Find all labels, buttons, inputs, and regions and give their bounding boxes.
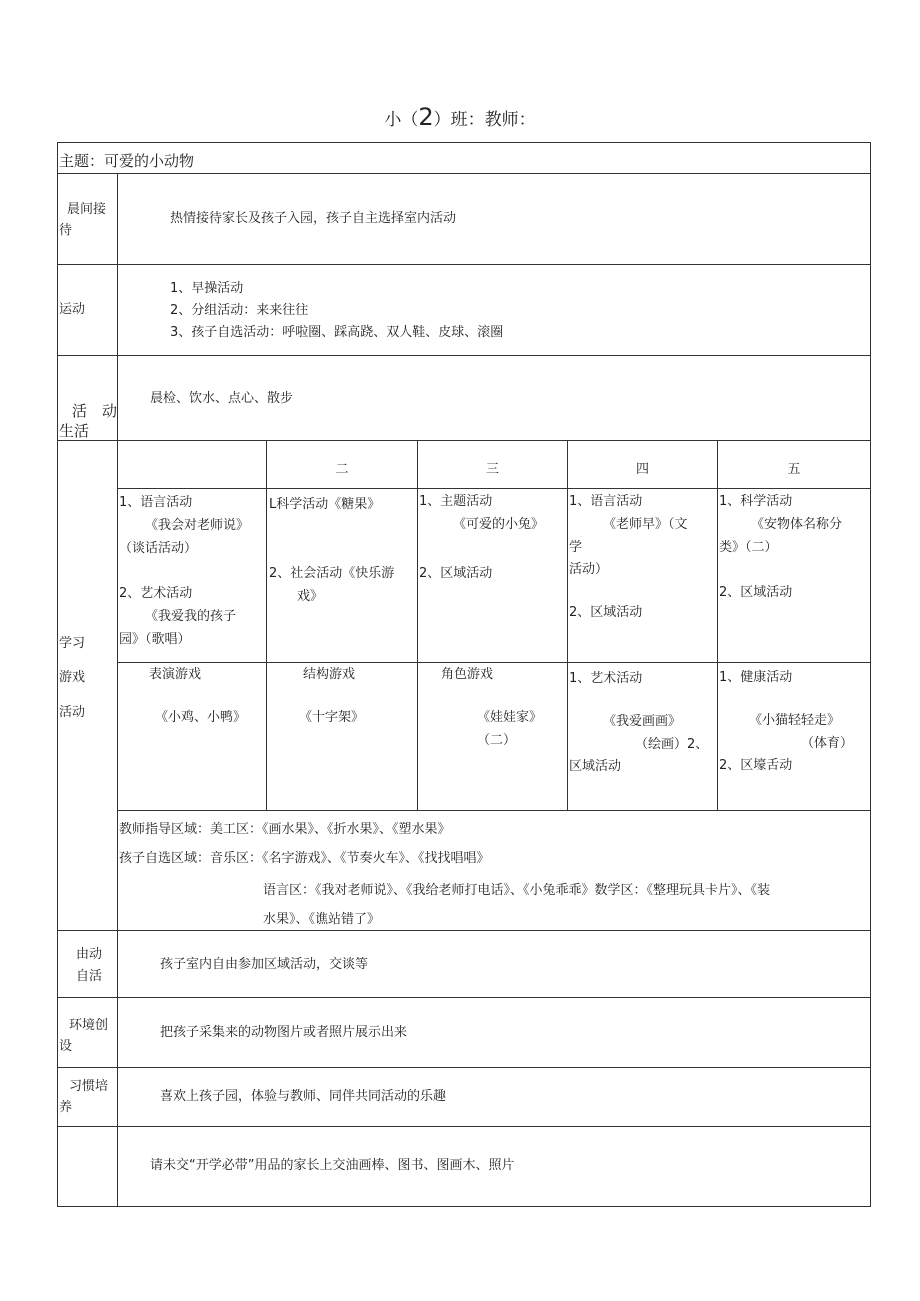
exercise-item: 3、孩子自选活动：呼啦圈、踩高跷、双人鞋、皮球、滚圈 [170, 325, 504, 340]
day-header: 五 [787, 462, 801, 477]
am-activity-cell: 1、语言活动 《我会对老师说》 （谈话活动） 2、艺术活动 《我爱我的孩子 园》（歌唱） [119, 495, 250, 647]
row-divider [57, 930, 871, 931]
pm-game-cell: 表演游戏 《小鸡、小鸭》 [149, 667, 247, 725]
day-column-divider [567, 440, 568, 811]
pm-game-cell: 1、健康活动 《小猫轻轻走》 （体育） 2、区壕舌动 [719, 670, 854, 774]
reception-content: 热情接待家长及孩子入园，孩子自主选择室内活动 [170, 211, 457, 226]
life-label: 生活 [59, 422, 90, 440]
subgrid-divider [117, 810, 871, 811]
learning-label: 学习 [59, 636, 86, 651]
table-border-right [870, 142, 871, 1207]
row-divider [57, 355, 871, 356]
day-header: 四 [635, 462, 649, 477]
free-activity-label: 由动 [76, 947, 103, 962]
day-header: 三 [485, 462, 499, 477]
am-activity-cell: 1、科学活动 《安物体名称分 类》（二） 2、区域活动 [719, 494, 843, 601]
learning-label: 活动 [59, 705, 86, 720]
am-activity-cell: 1、语言活动 《老师早》（文 学 活动） 2、区域活动 [569, 494, 688, 620]
row-divider [57, 1067, 871, 1068]
exercise-label: 运动 [59, 302, 86, 317]
life-label: 活 动 [72, 402, 118, 420]
table-border-left [57, 142, 58, 1207]
free-activity-label: 自活 [76, 969, 103, 984]
exercise-item: 1、早操活动 [170, 281, 244, 296]
theme-label: 主题：可爱的小动物 [59, 152, 195, 170]
page-title: 小（2）班：教师： [384, 103, 536, 131]
reception-label: 晨间接待 [59, 202, 107, 238]
day-column-divider [717, 440, 718, 811]
table-border-bottom [57, 1206, 871, 1207]
learning-label: 游戏 [59, 670, 86, 685]
area-activities-line: 语言区：《我对老师说》、《我给老师打电话》、《小兔乖乖》数学区：《整理玩具卡片》、《装 [263, 883, 771, 898]
area-activities-line: 教师指导区域：美工区：《画水果》、《折水果》、《塑水果》 [119, 822, 451, 837]
day-header: 二 [335, 462, 349, 477]
pm-game-cell: 1、艺术活动 《我爱画画》 （绘画）2、 区域活动 [569, 671, 709, 775]
row-divider [57, 997, 871, 998]
parent-notice: 请未交“开学必带”用品的家长上交油画棒、图书、图画木、照片 [150, 1158, 515, 1173]
am-activity-cell: 1、主题活动 《可爱的小兔》 2、区域活动 [419, 494, 545, 581]
environment-content: 把孩子采集来的动物图片或者照片展示出来 [160, 1025, 408, 1040]
environment-label: 环境创设 [59, 1018, 109, 1054]
row-divider [57, 173, 871, 174]
free-activity-content: 孩子室内自由参加区域活动，交谈等 [160, 957, 369, 972]
subgrid-divider [117, 488, 871, 489]
subgrid-divider [117, 662, 871, 663]
row-divider [57, 264, 871, 265]
am-activity-cell: L科学活动《糖果》 2、社会活动《快乐游 戏》 [269, 497, 395, 604]
day-column-divider [266, 440, 267, 811]
habits-content: 喜欢上孩子园，体验与教师、同伴共同活动的乐趣 [160, 1089, 447, 1104]
life-content: 晨检、饮水、点心、散步 [150, 391, 294, 406]
habits-label: 习惯培养 [59, 1079, 109, 1115]
area-activities-line: 孩子自选区域：音乐区：《名字游戏》、《节奏火车》、《找找唱唱》 [119, 851, 490, 866]
label-column-divider [117, 173, 118, 1207]
pm-game-cell: 角色游戏 《娃娃家》 （二） [441, 667, 543, 748]
day-column-divider [417, 440, 418, 811]
area-activities-line: 水果》、《谯站错了》 [263, 912, 381, 927]
exercise-item: 2、分组活动：来来往往 [170, 303, 309, 318]
row-divider [57, 1126, 871, 1127]
row-divider [57, 440, 871, 441]
table-border-top [57, 142, 871, 143]
pm-game-cell: 结构游戏 《十字架》 [299, 667, 365, 725]
